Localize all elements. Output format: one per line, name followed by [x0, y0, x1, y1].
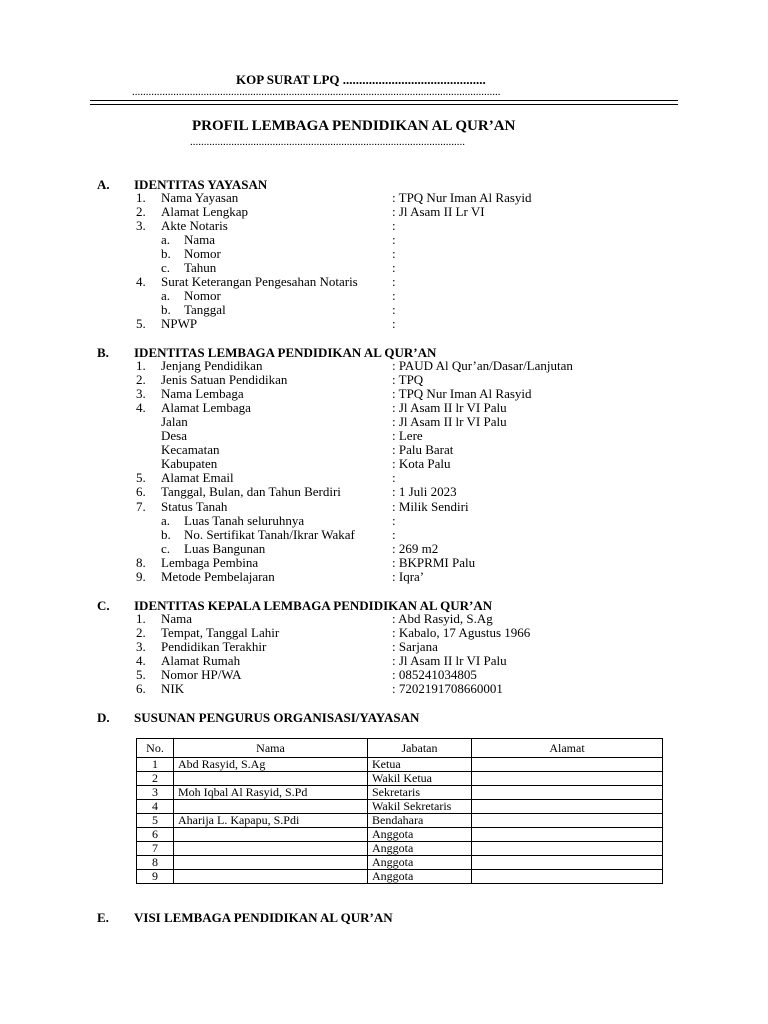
row-number: 2.: [136, 625, 146, 641]
cell-nama: [174, 842, 368, 856]
cell-jabatan: Sekretaris: [368, 786, 472, 800]
cell-nama: [174, 800, 368, 814]
section-b-letter: B.: [97, 345, 109, 360]
row-label: Alamat Email: [161, 470, 234, 486]
row-label: Alamat Lembaga: [161, 400, 251, 416]
row-number: 5.: [136, 667, 146, 683]
table-row: [137, 772, 663, 786]
row-value: : PAUD Al Qur’an/Dasar/Lanjutan: [392, 358, 573, 373]
row-value: : TPQ: [392, 372, 424, 388]
header-no: No.: [137, 739, 174, 758]
row-label: Surat Keterangan Pengesahan Notaris: [161, 274, 358, 290]
cell-jabatan: Bendahara: [368, 814, 472, 828]
row-value: :: [392, 274, 396, 290]
row-value: : Jl Asam II lr VI Palu: [392, 400, 507, 416]
row-value: : 7202191708660001: [392, 681, 503, 697]
row-number: 6.: [136, 681, 146, 697]
row-label: Metode Pembelajaran: [161, 568, 275, 584]
row-label: Desa: [161, 428, 187, 444]
row-label: Jalan: [161, 414, 188, 430]
cell-no: 6: [137, 828, 174, 842]
row-number: 5.: [136, 470, 146, 486]
header-jabatan: Jabatan: [368, 739, 472, 758]
row-value: :: [392, 246, 396, 262]
row-value: : Lere: [392, 428, 423, 444]
cell-alamat: [472, 758, 663, 772]
cell-alamat: [472, 786, 663, 800]
cell-alamat: [472, 870, 663, 884]
row-number: 3.: [136, 386, 146, 402]
cell-jabatan: Ketua: [368, 758, 472, 772]
cell-alamat: [472, 800, 663, 814]
row-label: Nomor: [184, 288, 221, 304]
row-label: Alamat Rumah: [161, 653, 241, 669]
cell-nama: [174, 828, 368, 842]
row-value: : Milik Sendiri: [392, 498, 469, 514]
header-nama: Nama: [174, 739, 368, 758]
section-a-letter: A.: [97, 177, 110, 192]
cell-jabatan: Wakil Sekretaris: [368, 800, 472, 814]
table-row: [137, 870, 663, 884]
letterhead-title: KOP SURAT LPQ ............................................: [236, 72, 486, 87]
cell-nama: [174, 856, 368, 870]
cell-alamat: [472, 842, 663, 856]
table-row: [137, 758, 663, 772]
row-label: Tanggal: [184, 302, 226, 318]
row-value: : Jl Asam II lr VI Palu: [392, 414, 507, 430]
row-label: Luas Tanah seluruhnya: [184, 512, 305, 528]
cell-alamat: [472, 828, 663, 842]
page-title: PROFIL LEMBAGA PENDIDIKAN AL QUR’AN: [192, 118, 516, 134]
row-label: Nama Lembaga: [161, 386, 244, 402]
row-label: Tempat, Tanggal Lahir: [161, 625, 280, 641]
cell-no: 2: [137, 772, 174, 786]
row-number: b.: [161, 302, 171, 318]
cell-nama: [174, 870, 368, 884]
row-number: 1.: [136, 190, 146, 205]
cell-no: 4: [137, 800, 174, 814]
row-value: : Kabalo, 17 Agustus 1966: [392, 625, 531, 641]
section-c-letter: C.: [97, 598, 110, 613]
cell-alamat: [472, 772, 663, 786]
cell-nama: Abd Rasyid, S.Ag: [174, 758, 368, 772]
row-value: : BKPRMI Palu: [392, 554, 476, 570]
row-value: :: [392, 302, 396, 318]
table-row: [137, 828, 663, 842]
row-value: : 269 m2: [392, 540, 439, 556]
row-label: Nama: [184, 232, 216, 248]
title-dots: ....................................................................................................: [190, 136, 465, 148]
section-b-heading: IDENTITAS LEMBAGA PENDIDIKAN AL QUR’AN: [134, 345, 437, 360]
row-number: 1.: [136, 611, 146, 626]
cell-nama: Aharija L. Kapapu, S.Pdi: [174, 814, 368, 828]
row-number: a.: [161, 232, 171, 248]
row-value: : Jl Asam II lr VI Palu: [392, 653, 507, 669]
row-label: Pendidikan Terakhir: [161, 639, 267, 655]
row-label: Akte Notaris: [161, 218, 228, 234]
row-label: Kabupaten: [161, 456, 218, 472]
letterhead-dots: ......................................................................................................................................: [132, 86, 501, 98]
row-number: b.: [161, 526, 171, 542]
row-number: 1.: [136, 358, 146, 373]
cell-jabatan: Anggota: [368, 870, 472, 884]
row-value: : TPQ Nur Iman Al Rasyid: [392, 190, 532, 205]
row-value: :: [392, 526, 396, 542]
row-label: NPWP: [161, 316, 198, 332]
row-number: 4.: [136, 653, 146, 669]
row-value: :: [392, 512, 396, 528]
section-c-heading: IDENTITAS KEPALA LEMBAGA PENDIDIKAN AL QUR’AN: [134, 598, 493, 613]
row-label: Nama: [161, 611, 193, 626]
row-value: : Palu Barat: [392, 442, 454, 458]
row-label: Nama Yayasan: [161, 190, 239, 205]
section-d-heading: SUSUNAN PENGURUS ORGANISASI/YAYASAN: [134, 710, 420, 725]
row-label: Alamat Lengkap: [161, 204, 248, 220]
cell-no: 1: [137, 758, 174, 772]
row-number: a.: [161, 512, 171, 528]
row-number: 7.: [136, 498, 146, 514]
cell-no: 3: [137, 786, 174, 800]
cell-nama: Moh Iqbal Al Rasyid, S.Pd: [174, 786, 368, 800]
cell-nama: [174, 772, 368, 786]
header-alamat: Alamat: [472, 739, 663, 758]
row-number: a.: [161, 288, 171, 304]
cell-jabatan: Anggota: [368, 856, 472, 870]
pengurus-table: [136, 738, 663, 884]
row-value: :: [392, 218, 396, 234]
table-row: [137, 842, 663, 856]
row-value: :: [392, 260, 396, 276]
row-value: :: [392, 232, 396, 248]
row-value: :: [392, 288, 396, 304]
cell-no: 5: [137, 814, 174, 828]
row-number: 6.: [136, 484, 146, 500]
row-number: 8.: [136, 554, 146, 570]
cell-jabatan: Wakil Ketua: [368, 772, 472, 786]
row-number: 3.: [136, 218, 146, 234]
row-number: 4.: [136, 400, 146, 416]
row-label: No. Sertifikat Tanah/Ikrar Wakaf: [184, 526, 355, 542]
section-d-letter: D.: [97, 710, 110, 725]
row-value: : Jl Asam II Lr VI: [392, 204, 485, 220]
table-header-row: [137, 739, 663, 758]
row-label: Status Tanah: [161, 498, 228, 514]
letterhead-rule-thin: [90, 104, 678, 105]
row-number: 5.: [136, 316, 146, 332]
cell-no: 9: [137, 870, 174, 884]
table-row: [137, 856, 663, 870]
row-value: : Abd Rasyid, S.Ag: [392, 611, 493, 626]
section-a-heading: IDENTITAS YAYASAN: [134, 177, 268, 192]
table-row: [137, 786, 663, 800]
section-e-heading: VISI LEMBAGA PENDIDIKAN AL QUR’AN: [134, 910, 393, 925]
row-label: Nomor: [184, 246, 221, 262]
row-value: : Iqra’: [392, 568, 425, 584]
cell-no: 8: [137, 856, 174, 870]
row-label: Kecamatan: [161, 442, 220, 458]
row-value: :: [392, 470, 396, 486]
row-number: 4.: [136, 274, 146, 290]
table-row: [137, 814, 663, 828]
row-number: 3.: [136, 639, 146, 655]
row-label: Luas Bangunan: [184, 540, 266, 556]
row-number: c.: [161, 260, 171, 276]
row-value: : TPQ Nur Iman Al Rasyid: [392, 386, 532, 402]
section-e-letter: E.: [97, 910, 109, 925]
row-number: c.: [161, 540, 171, 556]
row-value: :: [392, 316, 396, 332]
row-label: Jenjang Pendidikan: [161, 358, 263, 373]
row-number: 2.: [136, 204, 146, 220]
table-row: [137, 800, 663, 814]
row-label: NIK: [161, 681, 185, 697]
row-label: Nomor HP/WA: [161, 667, 242, 683]
cell-alamat: [472, 814, 663, 828]
row-label: Tahun: [184, 260, 217, 276]
row-number: 9.: [136, 568, 146, 584]
cell-no: 7: [137, 842, 174, 856]
row-value: : Sarjana: [392, 639, 438, 655]
row-value: : 085241034805: [392, 667, 477, 683]
row-value: : Kota Palu: [392, 456, 451, 472]
row-number: 2.: [136, 372, 146, 388]
cell-alamat: [472, 856, 663, 870]
row-label: Lembaga Pembina: [161, 554, 259, 570]
row-value: : 1 Juli 2023: [392, 484, 457, 500]
cell-jabatan: Anggota: [368, 842, 472, 856]
row-number: b.: [161, 246, 171, 262]
cell-jabatan: Anggota: [368, 828, 472, 842]
row-label: Jenis Satuan Pendidikan: [161, 372, 288, 388]
letterhead-rule-thick: [90, 100, 678, 101]
row-label: Tanggal, Bulan, dan Tahun Berdiri: [161, 484, 341, 500]
